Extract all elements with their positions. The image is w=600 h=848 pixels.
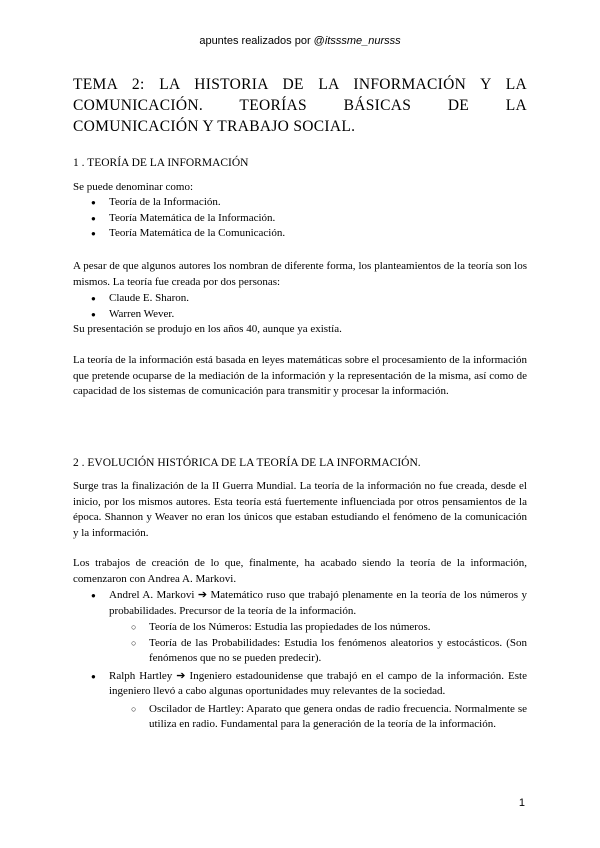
list-item-hartley <box>91 669 527 733</box>
header-prefix: apuntes realizados por @ <box>199 35 325 47</box>
list-item: ○ Teoría de los Números: Estudia las propiedades de los números. <box>131 620 527 636</box>
section-1-paragraph-1: A pesar de que algunos autores los nombran de diferente forma, los planteamientos de la teoría son los mismos. La teoría fue creada por dos personas: <box>73 260 527 288</box>
list-item: ● Teoría Matemática de la Comunicación. <box>91 226 285 242</box>
hartley-text: Ralph Hartley ➔ Ingeniero estadounidense que trabajó en el campo de la información. Este ingeniero llevó a cabo algunas oportunidades muy relevantes de la sociedad. <box>109 669 527 697</box>
authors-list <box>91 291 189 322</box>
section-1-paragraph-2: Su presentación se produjo en los años 40, aunque ya existía. <box>73 323 342 335</box>
list-item: ● Warren Wever. <box>91 307 189 323</box>
section-1-heading: 1 . TEORÍA DE LA INFORMACIÓN <box>73 157 249 169</box>
section-2-paragraph-1: Surge tras la finalización de la II Guerra Mundial. La teoría de la información no fue creada, desde el inicio, por los mismos autores. Esta teoría está fuertemente influenciada por otros pensamientos de la época. Shannon y Weaver no eran los únicos que estaban estudiando el fenómeno de la comunicación y la información. <box>73 480 527 539</box>
markovi-sublist <box>109 619 527 667</box>
list-item: ○ Oscilador de Hartley: Aparato que genera ondas de radio frecuencia. Normalmente se utiliza en radio. Fundamental para la generación de la teoría de la información. <box>131 702 527 733</box>
list-item: ● Teoría de la Información. <box>91 195 285 211</box>
hartley-sublist <box>109 700 527 733</box>
list-item: ● Teoría Matemática de la Información. <box>91 211 285 227</box>
markovi-text: Andrel A. Markovi ➔ Matemático ruso que trabajó plenamente en la teoría de los números y probabilidades. Precursor de la teoría de la información. <box>109 589 527 617</box>
title-line-1: TEMA 2: LA HISTORIA DE LA INFORMACIÓN Y LA <box>73 76 527 93</box>
list-item: ● Claude E. Sharon. <box>91 291 189 307</box>
names-list <box>91 195 285 242</box>
document-title <box>73 74 527 137</box>
header-handle: itsssme_nursss <box>324 35 401 47</box>
section-1-intro: Se puede denominar como: <box>73 181 194 193</box>
list-item: ○ Teoría de las Probabilidades: Estudia los fenómenos aleatorios y estocásticos. (Son fenómenos que no se pueden predecir). <box>131 636 527 667</box>
section-1-paragraph-3: La teoría de la información está basada en leyes matemáticas sobre el procesamiento de la información que pretende ocuparse de la mediación de la información y la representación de la misma, así como de capacidad de los sistemas de comunicación para transmitir y procesar la información. <box>73 354 527 397</box>
section-2-paragraph-2: Los trabajos de creación de lo que, finalmente, ha acabado siendo la teoría de la información, comenzaron con Andrea A. Markovi. <box>73 557 527 585</box>
page-number: 1 <box>518 797 525 809</box>
title-line-3: COMUNICACIÓN Y TRABAJO SOCIAL. <box>73 118 356 135</box>
authors-history-list <box>91 588 527 733</box>
list-item-markovi <box>91 588 527 667</box>
page-header <box>0 35 600 47</box>
section-2-heading: 2 . EVOLUCIÓN HISTÓRICA DE LA TEORÍA DE LA INFORMACIÓN. <box>73 457 421 469</box>
title-line-2: COMUNICACIÓN. TEORÍAS BÁSICAS DE LA <box>73 97 527 114</box>
